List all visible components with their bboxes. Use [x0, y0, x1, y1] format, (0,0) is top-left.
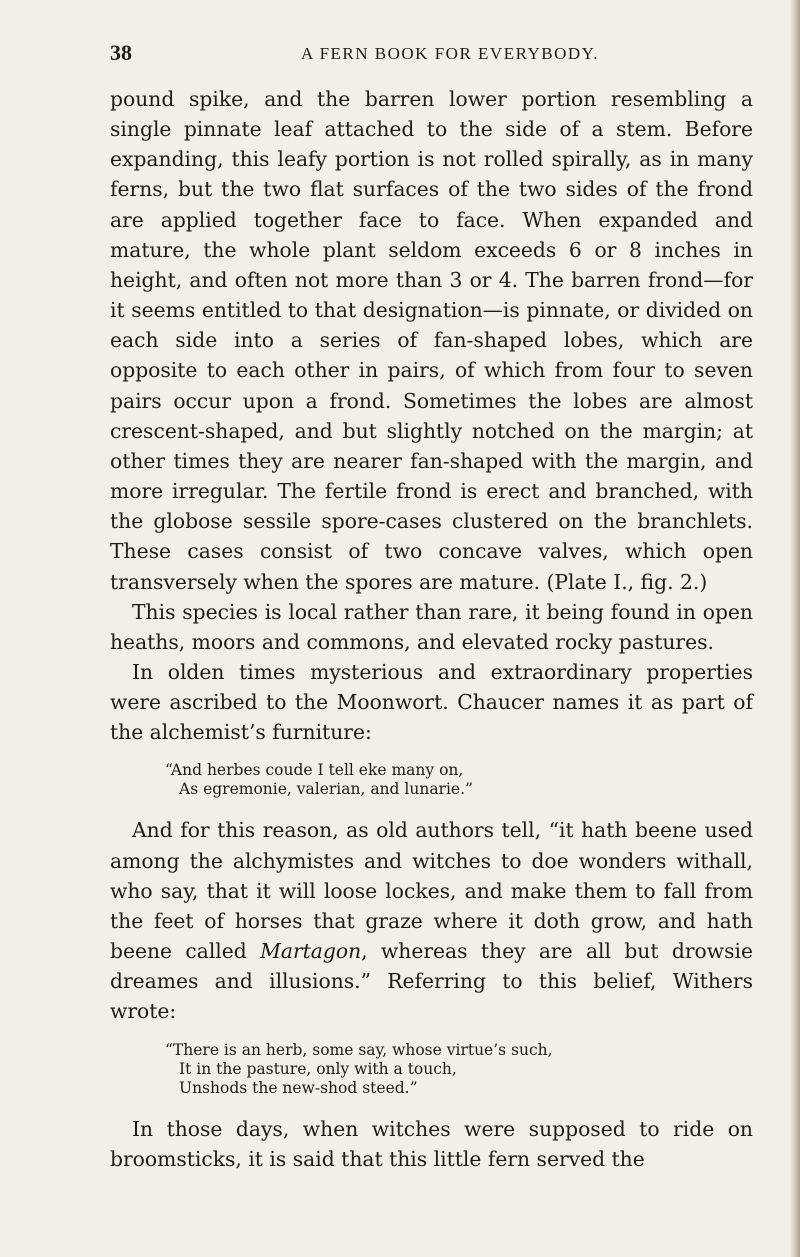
chaucer-quote [110, 761, 753, 799]
paragraph-4 [110, 815, 753, 1026]
page-number: 38 [110, 40, 132, 65]
quote-line: As egremonie, valerian, and lunarie.” [179, 780, 473, 799]
running-head: A FERN BOOK FOR EVERYBODY. [301, 44, 599, 63]
withers-quote [110, 1041, 753, 1098]
quote-line: “And herbes coude I tell eke many on, [165, 761, 464, 780]
quote-line: Unshods the new-shod steed.” [179, 1078, 418, 1097]
page-header [110, 40, 750, 64]
paragraph-5: In those days, when witches were supposed to ride on broomsticks, it is said that this little fern served the [110, 1116, 753, 1171]
paragraph-4-text: And for this reason, as old authors tell, “it hath beene used among the alchymistes and witches to doe wonders withall, who say, that it will loose lockes, and make them to fall from the feet of horses that graze where it doth grow, and hath beene called [110, 818, 753, 964]
quote-line: It in the pasture, only with a touch, [179, 1059, 457, 1078]
paragraph-2: This species is local rather than rare, it being found in open heaths, moors and commons, and elevated rocky pastures. [110, 599, 753, 654]
page-body [110, 84, 753, 1174]
paragraph-1: pound spike, and the barren lower portion resembling a single pinnate leaf attached to the side of a stem. Before expanding, this leafy portion is not rolled spirally, as in many ferns, but the two flat surfaces of the two sides of the frond are applied together face to face. When expanded and mature, the whole plant seldom exceeds 6 or 8 inches in height, and often not more than 3 or 4. The barren frond—for it seems entitled to that designation—is pinnate, or divided on each side into a series of fan-shaped lobes, which are opposite to each other in pairs, of which from four to seven pairs occur upon a frond. Sometimes the lobes are almost crescent-shaped, and but slightly notched on the margin; at other times they are nearer fan-shaped with the margin, and more irregular. The fertile frond is erect and branched, with the globose sessile spore-cases clustered on the branchlets. These cases consist of two concave valves, which open transversely when the spores are mature. (Plate I., fig. 2.) [110, 87, 753, 594]
quote-line: “There is an herb, some say, whose virtue’s such, [165, 1040, 553, 1059]
paragraph-3: In olden times mysterious and extraordinary properties were ascribed to the Moonwort. Chaucer names it as part of the alchemist’s furniture: [110, 659, 753, 745]
paragraph-4-text-end: , whereas they are all but drowsie dreames and illusions.” Referring to this belief, Withers wrote: [110, 939, 753, 1024]
page-edge [790, 0, 800, 1257]
martagon-term: Martagon [260, 939, 362, 964]
